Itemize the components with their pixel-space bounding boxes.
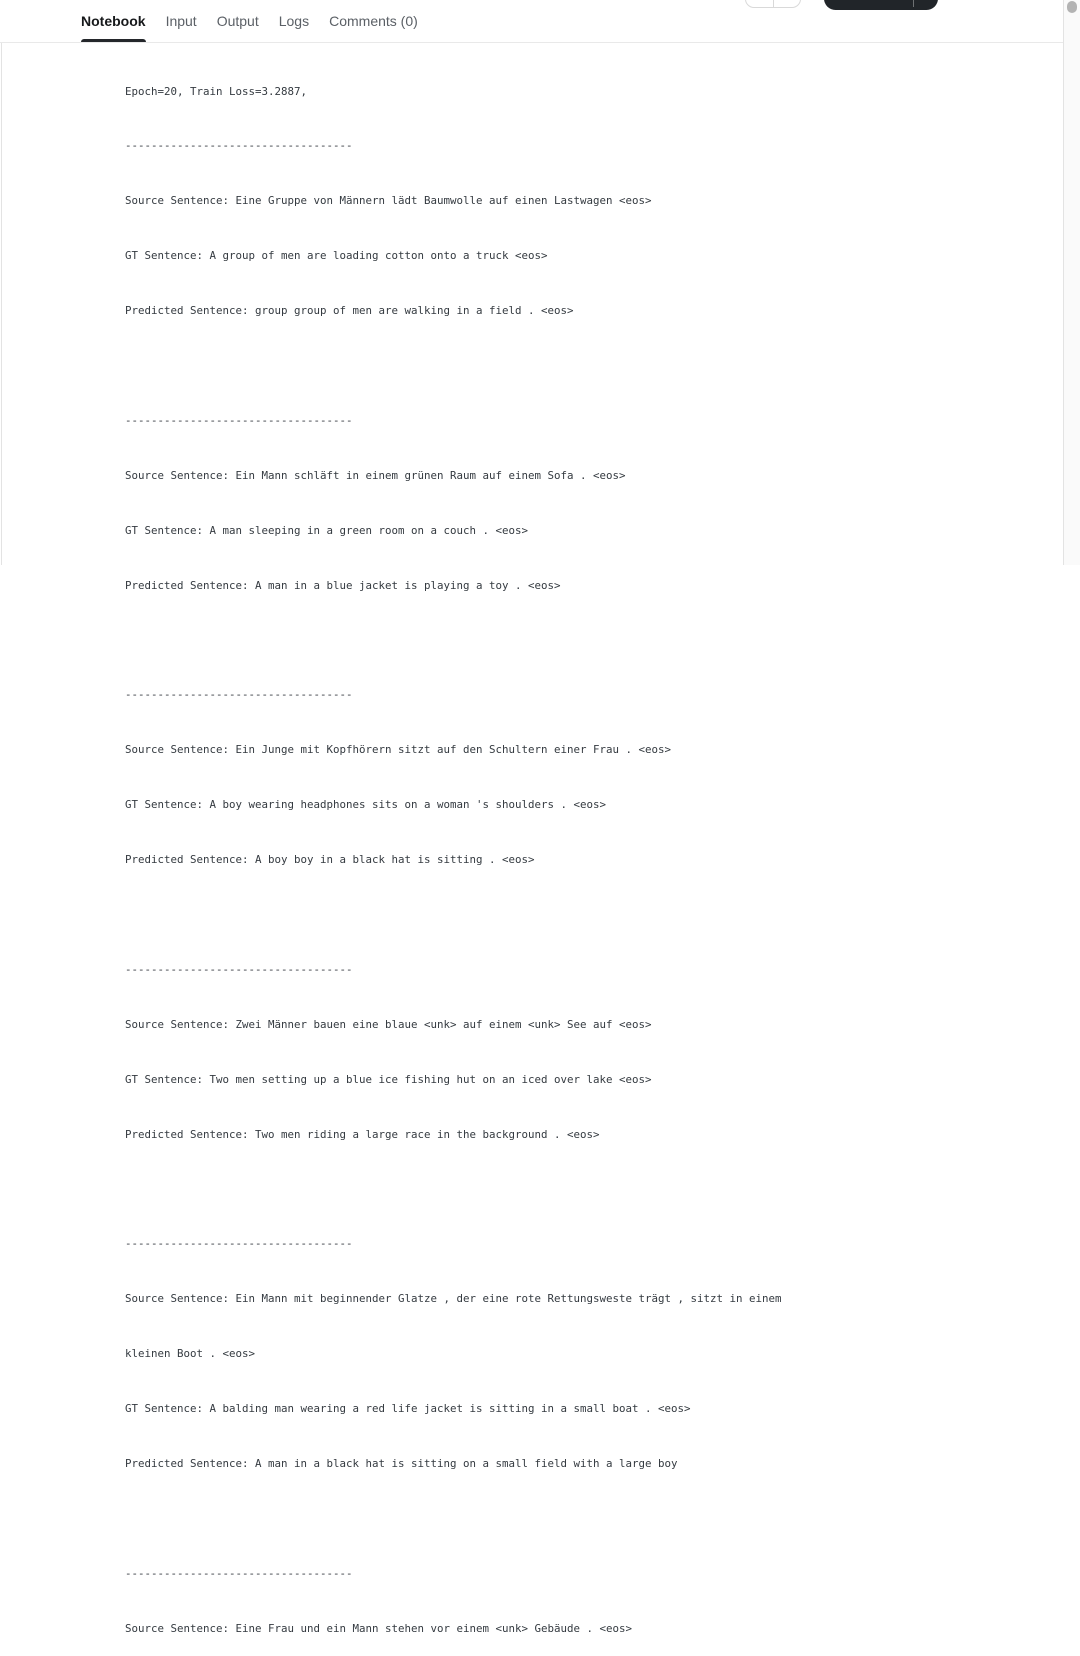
tab-notebook-label: Notebook [81,13,146,29]
copy-edit-button[interactable] [824,0,938,10]
console-line [125,357,1035,375]
upvote-button-divider [773,0,774,7]
scrollbar-thumb[interactable] [1067,1,1077,13]
console-line: Source Sentence: Eine Frau und ein Mann stehen vor einem <unk> Gebäude . <eos> [125,1621,633,1635]
console-line: Epoch=20, Train Loss=3.2887, [125,84,308,98]
console-line: GT Sentence: A man sleeping in a green room on a couch . <eos> [125,523,529,537]
page-left-border [1,0,2,565]
console-line: Source Sentence: Eine Gruppe von Männern lädt Baumwolle auf einen Lastwagen <eos> [125,194,652,208]
console-line: Source Sentence: Zwei Männer bauen eine blaue <unk> auf einem <unk> See auf <eos> [125,1017,652,1031]
console-line [125,906,1035,924]
console-line: Predicted Sentence: A man in a black hat is sitting on a small field with a large boy [125,1456,678,1470]
console-line: GT Sentence: A group of men are loading cotton onto a truck <eos> [125,249,548,263]
tab-notebook[interactable] [81,0,146,42]
console-line: Source Sentence: Ein Mann schläft in einem grünen Raum auf einem Sofa . <eos> [125,468,626,482]
console-line: Predicted Sentence: Two men riding a large race in the background . <eos> [125,1127,600,1141]
console-line: ----------------------------------- [125,962,353,976]
console-line: GT Sentence: A boy wearing headphones sits on a woman 's shoulders . <eos> [125,798,607,812]
console-line: Source Sentence: Ein Mann mit beginnender Glatze , der eine rote Rettungsweste trägt , sitzt in einem [125,1292,782,1306]
tab-input[interactable] [166,0,197,42]
console-line [125,1510,1035,1528]
console-line: Predicted Sentence: A man in a blue jacket is playing a toy . <eos> [125,578,561,592]
console-line: ----------------------------------- [125,413,353,427]
copy-edit-button-divider [913,0,914,7]
console-line [125,1180,1035,1198]
console-line: GT Sentence: Two men setting up a blue ice fishing hut on an iced over lake <eos> [125,1072,652,1086]
tab-output-label: Output [216,13,259,29]
console-line [125,632,1035,650]
tab-comments[interactable] [329,0,418,42]
console-line: GT Sentence: A balding man wearing a red life jacket is sitting in a small boat . <eos> [125,1401,691,1415]
console-line: Predicted Sentence: A boy boy in a black hat is sitting . <eos> [125,853,535,867]
upvote-button[interactable] [745,0,801,8]
console-line: ----------------------------------- [125,139,353,153]
console-line: Source Sentence: Ein Junge mit Kopfhörern sitzt auf den Schultern einer Frau . <eos> [125,743,672,757]
tab-input-label: Input [165,13,197,29]
console-line: Predicted Sentence: group group of men are walking in a field . <eos> [125,304,574,318]
tab-logs[interactable] [279,0,309,42]
console-line: ----------------------------------- [125,688,353,702]
tab-comments-label: Comments (0) [329,13,418,29]
console-line: ----------------------------------- [125,1566,353,1580]
tab-logs-label: Logs [278,13,310,29]
console-output [125,46,1035,1656]
tab-output[interactable] [217,0,259,42]
console-line: kleinen Boot . <eos> [125,1347,256,1361]
scrollbar-track[interactable] [1063,0,1080,565]
console-line: ----------------------------------- [125,1237,353,1251]
